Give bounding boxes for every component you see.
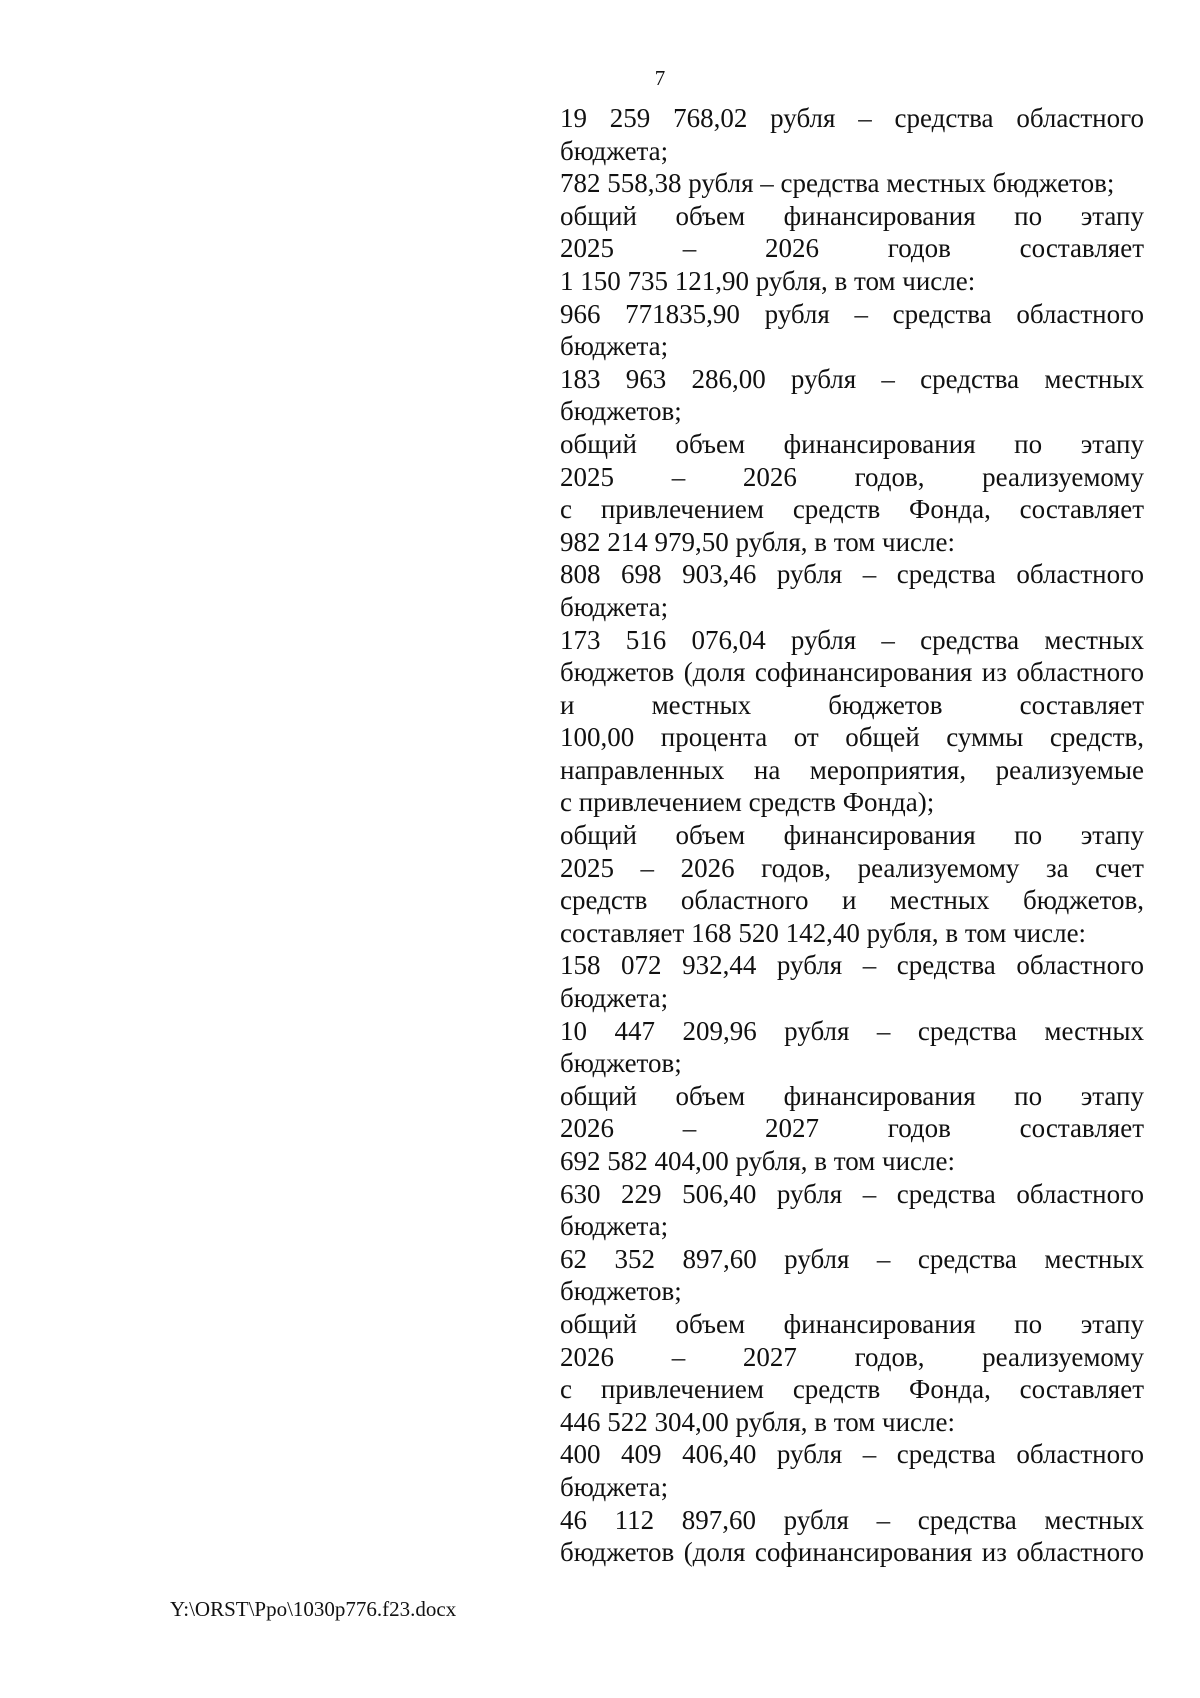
text-line: бюджета; <box>560 983 669 1014</box>
text-line: 2025 – 2026 годов составляет <box>560 233 1144 264</box>
text-line: бюджета; <box>560 1471 669 1502</box>
text-line: 19 259 768,02 рубля – средства областного <box>560 103 1144 133</box>
text-line: общий объем финансирования по этапу <box>560 1308 1144 1339</box>
document-text-column <box>560 102 1144 1569</box>
text-line: 782 558,38 рубля – средства местных бюджетов; <box>560 168 1115 199</box>
text-line: 2026 – 2027 годов, реализуемому <box>560 1341 1144 1372</box>
text-line: 400 409 406,40 рубля – средства областного <box>560 1439 1144 1470</box>
text-line: 158 072 932,44 рубля – средства областного <box>560 950 1144 981</box>
text-line: 446 522 304,00 рубля, в том числе: <box>560 1406 955 1437</box>
text-line: общий объем финансирования по этапу <box>560 428 1144 459</box>
text-line: общий объем финансирования по этапу <box>560 200 1144 231</box>
text-line: 62 352 897,60 рубля – средства местных <box>560 1243 1144 1274</box>
text-line: 2025 – 2026 годов, реализуемому за счет <box>560 852 1144 883</box>
text-line: бюджетов (доля софинансирования из областного <box>560 1537 1144 1568</box>
text-line: с привлечением средств Фонда, составляет <box>560 1374 1144 1405</box>
text-line: 173 516 076,04 рубля – средства местных <box>560 624 1144 655</box>
text-line: бюджета; <box>560 331 669 362</box>
text-line: бюджетов; <box>560 396 682 427</box>
footer-file-path: Y:\ORST\Ppo\1030p776.f23.docx <box>170 1597 457 1621</box>
text-line: 966 771835,90 рубля – средства областного <box>560 298 1144 329</box>
text-line: 630 229 506,40 рубля – средства областного <box>560 1178 1144 1209</box>
page-number: 7 <box>654 66 666 90</box>
text-line: составляет 168 520 142,40 рубля, в том числе: <box>560 917 1087 948</box>
text-line: бюджетов; <box>560 1048 682 1079</box>
text-line: 2025 – 2026 годов, реализуемому <box>560 461 1144 492</box>
text-line: бюджета; <box>560 1211 669 1242</box>
text-line: 982 214 979,50 рубля, в том числе: <box>560 526 955 557</box>
text-line: бюджетов; <box>560 1276 682 1307</box>
text-line: направленных на мероприятия, реализуемые <box>560 754 1144 785</box>
text-line: 183 963 286,00 рубля – средства местных <box>560 363 1144 394</box>
text-line: 1 150 735 121,90 рубля, в том числе: <box>560 265 976 296</box>
text-line: 10 447 209,96 рубля – средства местных <box>560 1015 1144 1046</box>
text-line: с привлечением средств Фонда, составляет <box>560 494 1144 525</box>
text-line: 692 582 404,00 рубля, в том числе: <box>560 1146 955 1176</box>
text-line: 808 698 903,46 рубля – средства областного <box>560 559 1144 590</box>
text-line: 46 112 897,60 рубля – средства местных <box>560 1504 1144 1535</box>
text-line: общий объем финансирования по этапу <box>560 1080 1144 1111</box>
text-line: бюджетов (доля софинансирования из областного <box>560 657 1144 688</box>
text-line: бюджета; <box>560 135 669 166</box>
text-line: 100,00 процента от общей суммы средств, <box>560 722 1144 753</box>
text-line: средств областного и местных бюджетов, <box>560 885 1144 916</box>
text-line: и местных бюджетов составляет <box>560 689 1144 720</box>
text-line: общий объем финансирования по этапу <box>560 820 1144 851</box>
text-line: 2026 – 2027 годов составляет <box>560 1113 1144 1144</box>
text-line: с привлечением средств Фонда); <box>560 787 935 818</box>
text-line: бюджета; <box>560 591 669 622</box>
